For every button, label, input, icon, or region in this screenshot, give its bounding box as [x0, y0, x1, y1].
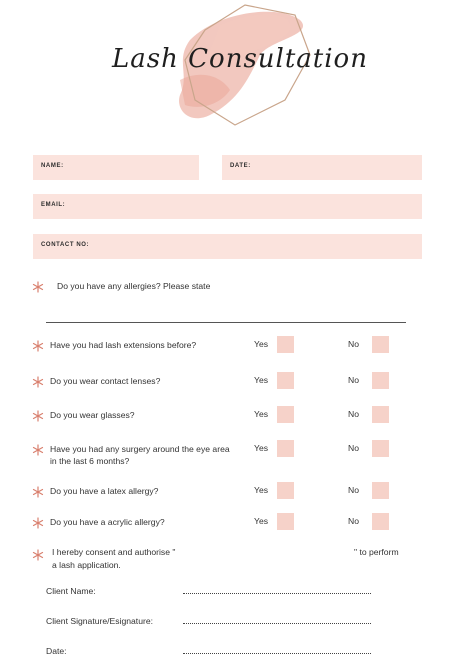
asterisk-icon	[32, 549, 44, 561]
no-checkbox[interactable]	[372, 440, 389, 457]
no-checkbox[interactable]	[372, 513, 389, 530]
asterisk-icon	[32, 517, 44, 529]
yes-label: Yes	[254, 339, 269, 349]
yes-label: Yes	[254, 409, 269, 419]
email-label: EMAIL:	[41, 202, 66, 208]
no-label: No	[348, 516, 359, 526]
asterisk-icon	[32, 340, 44, 352]
email-field[interactable]	[33, 194, 422, 219]
no-label: No	[348, 339, 359, 349]
yes-checkbox[interactable]	[277, 406, 294, 423]
consent-statement-line2: a lash application.	[52, 560, 121, 570]
yes-checkbox[interactable]	[277, 482, 294, 499]
date-label: DATE:	[230, 163, 251, 169]
client-signature-line[interactable]	[183, 623, 371, 624]
date-signed-line[interactable]	[183, 653, 371, 654]
no-checkbox[interactable]	[372, 372, 389, 389]
question-latex-allergy: Do you have a latex allergy?	[50, 486, 159, 496]
no-checkbox[interactable]	[372, 406, 389, 423]
question-contact-lenses: Do you wear contact lenses?	[50, 376, 161, 386]
allergy-question: Do you have any allergies? Please state	[57, 281, 211, 291]
no-label: No	[348, 409, 359, 419]
asterisk-icon	[32, 281, 44, 293]
form-title: Lash Consultation	[112, 44, 368, 74]
no-label: No	[348, 443, 359, 453]
no-checkbox[interactable]	[372, 482, 389, 499]
question-acrylic-allergy: Do you have a acrylic allergy?	[50, 517, 165, 527]
asterisk-icon	[32, 376, 44, 388]
yes-checkbox[interactable]	[277, 513, 294, 530]
question-eye-surgery-line2: in the last 6 months?	[50, 456, 130, 466]
yes-checkbox[interactable]	[277, 336, 294, 353]
allergy-answer-line[interactable]	[46, 322, 406, 323]
consent-statement-start: I hereby consent and authorise "	[52, 547, 176, 557]
contact-field[interactable]	[33, 234, 422, 259]
name-label: NAME:	[41, 163, 64, 169]
consent-statement-end: " to perform	[354, 547, 399, 557]
date-field[interactable]	[222, 155, 422, 180]
question-eye-surgery	[50, 443, 230, 467]
no-checkbox[interactable]	[372, 336, 389, 353]
yes-label: Yes	[254, 516, 269, 526]
asterisk-icon	[32, 486, 44, 498]
question-eye-surgery-line1: Have you had any surgery around the eye area	[50, 444, 230, 454]
client-name-label: Client Name:	[46, 586, 96, 596]
client-name-line[interactable]	[183, 593, 371, 594]
name-field[interactable]	[33, 155, 199, 180]
question-glasses: Do you wear glasses?	[50, 410, 135, 420]
yes-label: Yes	[254, 443, 269, 453]
question-lash-extensions: Have you had lash extensions before?	[50, 340, 197, 350]
asterisk-icon	[32, 444, 44, 456]
date-signed-label: Date:	[46, 646, 67, 656]
yes-checkbox[interactable]	[277, 372, 294, 389]
no-label: No	[348, 375, 359, 385]
no-label: No	[348, 485, 359, 495]
yes-label: Yes	[254, 375, 269, 385]
contact-label: CONTACT NO:	[41, 242, 90, 248]
asterisk-icon	[32, 410, 44, 422]
yes-label: Yes	[254, 485, 269, 495]
yes-checkbox[interactable]	[277, 440, 294, 457]
client-signature-label: Client Signature/Esignature:	[46, 616, 154, 626]
